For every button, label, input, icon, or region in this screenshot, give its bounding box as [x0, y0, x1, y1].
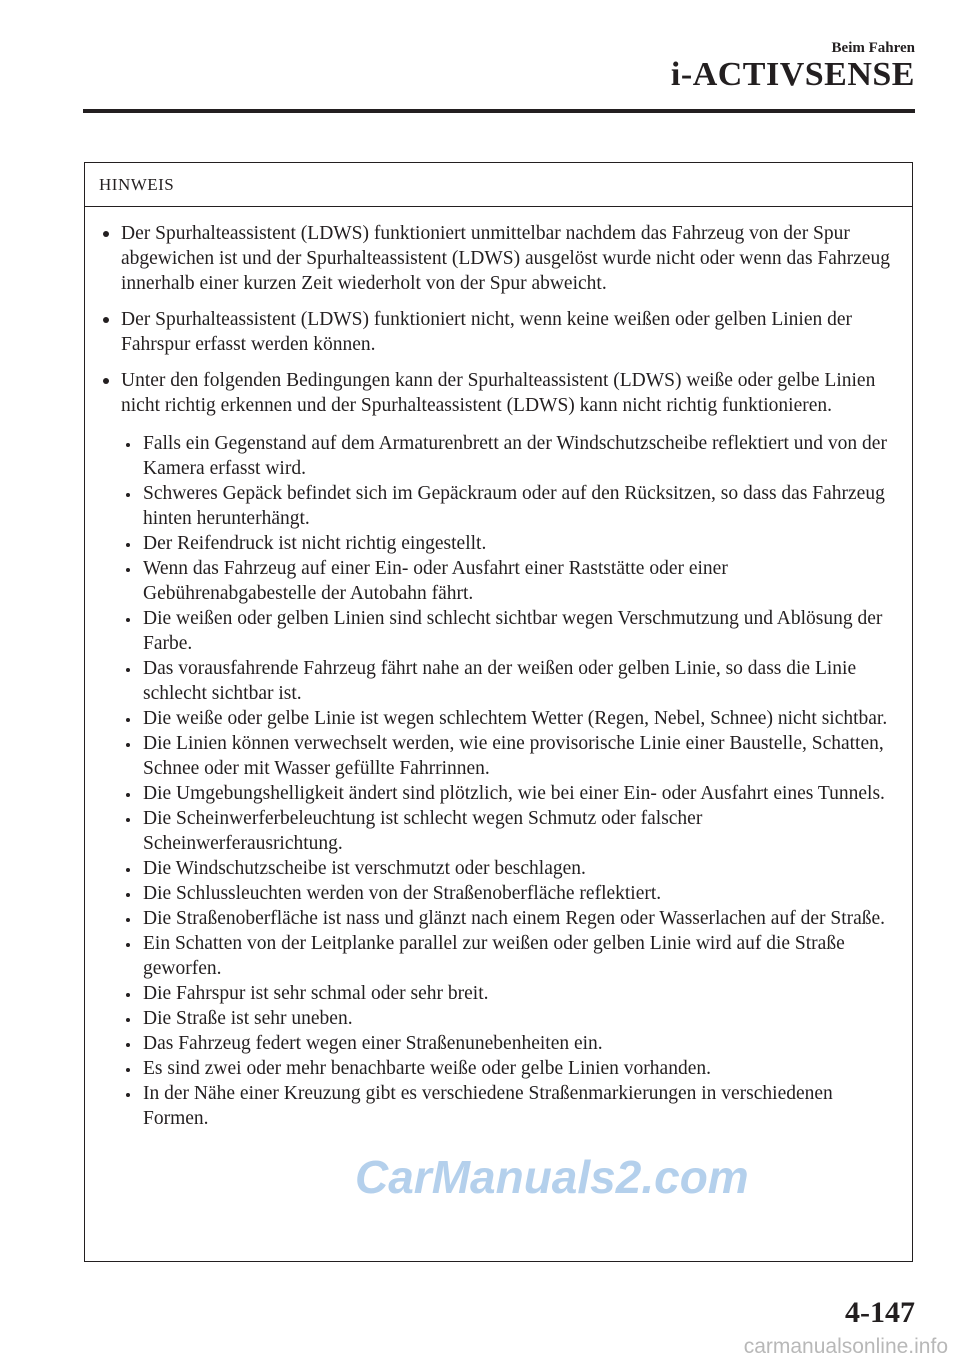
- note-bullet: Unter den folgenden Bedingungen kann der Spurhalteassistent (LDWS) weiße oder gelbe Linien nicht richtig erkennen und der Spurhalteassistent (LDWS) kann nicht richtig funktionieren.: [99, 368, 902, 418]
- condition-item: Wenn das Fahrzeug auf einer Ein- oder Ausfahrt einer Raststätte oder einer Gebührenabgabestelle der Autobahn fährt.: [99, 556, 902, 606]
- page-number: 4-147: [845, 1296, 915, 1329]
- condition-item: Der Reifendruck ist nicht richtig eingestellt.: [99, 531, 902, 556]
- watermark-logo: CarManuals2.com: [355, 1151, 749, 1203]
- condition-item: Die Schlussleuchten werden von der Straßenoberfläche reflektiert.: [99, 881, 902, 906]
- condition-item: Ein Schatten von der Leitplanke parallel zur weißen oder gelben Linie wird auf die Straße geworfen.: [99, 931, 902, 981]
- condition-item: Das Fahrzeug federt wegen einer Straßenunebenheiten ein.: [99, 1031, 902, 1056]
- chapter-title: i-ACTIVSENSE: [670, 56, 915, 93]
- header-rule: [83, 109, 915, 113]
- condition-item: In der Nähe einer Kreuzung gibt es verschiedene Straßenmarkierungen in verschiedenen Formen.: [99, 1081, 902, 1131]
- condition-item: Das vorausfahrende Fahrzeug fährt nahe an der weißen oder gelben Linie, so dass die Linie schlecht sichtbar ist.: [99, 656, 902, 706]
- condition-list: [99, 431, 902, 1131]
- condition-item: Es sind zwei oder mehr benachbarte weiße oder gelbe Linien vorhanden.: [99, 1056, 902, 1081]
- condition-item: Schweres Gepäck befindet sich im Gepäckraum oder auf den Rücksitzen, so dass das Fahrzeug hinten herunterhängt.: [99, 481, 902, 531]
- note-heading: HINWEIS: [85, 163, 912, 207]
- condition-item: Die Umgebungshelligkeit ändert sind plötzlich, wie bei einer Ein- oder Ausfahrt eines Tunnels.: [99, 781, 902, 806]
- note-box: [84, 162, 913, 1262]
- note-body: [85, 207, 912, 1131]
- condition-item: Die Straßenoberfläche ist nass und glänzt nach einem Regen oder Wasserlachen auf der Straße.: [99, 906, 902, 931]
- condition-item: Die weißen oder gelben Linien sind schlecht sichtbar wegen Verschmutzung und Ablösung der Farbe.: [99, 606, 902, 656]
- condition-item: Die Fahrspur ist sehr schmal oder sehr breit.: [99, 981, 902, 1006]
- condition-item: Die Straße ist sehr uneben.: [99, 1006, 902, 1031]
- condition-item: Die Scheinwerferbeleuchtung ist schlecht wegen Schmutz oder falscher Scheinwerferausrichtung.: [99, 806, 902, 856]
- condition-item: Die Linien können verwechselt werden, wie eine provisorische Linie einer Baustelle, Schatten, Schnee oder mit Wasser gefüllte Fahrrinnen.: [99, 731, 902, 781]
- footer-url[interactable]: carmanualsonline.info: [743, 1335, 948, 1358]
- note-bullet: Der Spurhalteassistent (LDWS) funktioniert unmittelbar nachdem das Fahrzeug von der Spur abgewichen ist und der Spurhalteassistent (LDWS) ausgelöst wurde nicht oder wenn das Fahrzeug innerhalb einer kurzen Zeit wiederholt von der Spur abweicht.: [99, 221, 902, 296]
- condition-item: Falls ein Gegenstand auf dem Armaturenbrett an der Windschutzscheibe reflektiert und von der Kamera erfasst wird.: [99, 431, 902, 481]
- note-bullet: Der Spurhalteassistent (LDWS) funktioniert nicht, wenn keine weißen oder gelben Linien der Fahrspur erfasst werden können.: [99, 307, 902, 357]
- section-label: Beim Fahren: [831, 40, 915, 56]
- condition-item: Die weiße oder gelbe Linie ist wegen schlechtem Wetter (Regen, Nebel, Schnee) nicht sichtbar.: [99, 706, 902, 731]
- condition-item: Die Windschutzscheibe ist verschmutzt oder beschlagen.: [99, 856, 902, 881]
